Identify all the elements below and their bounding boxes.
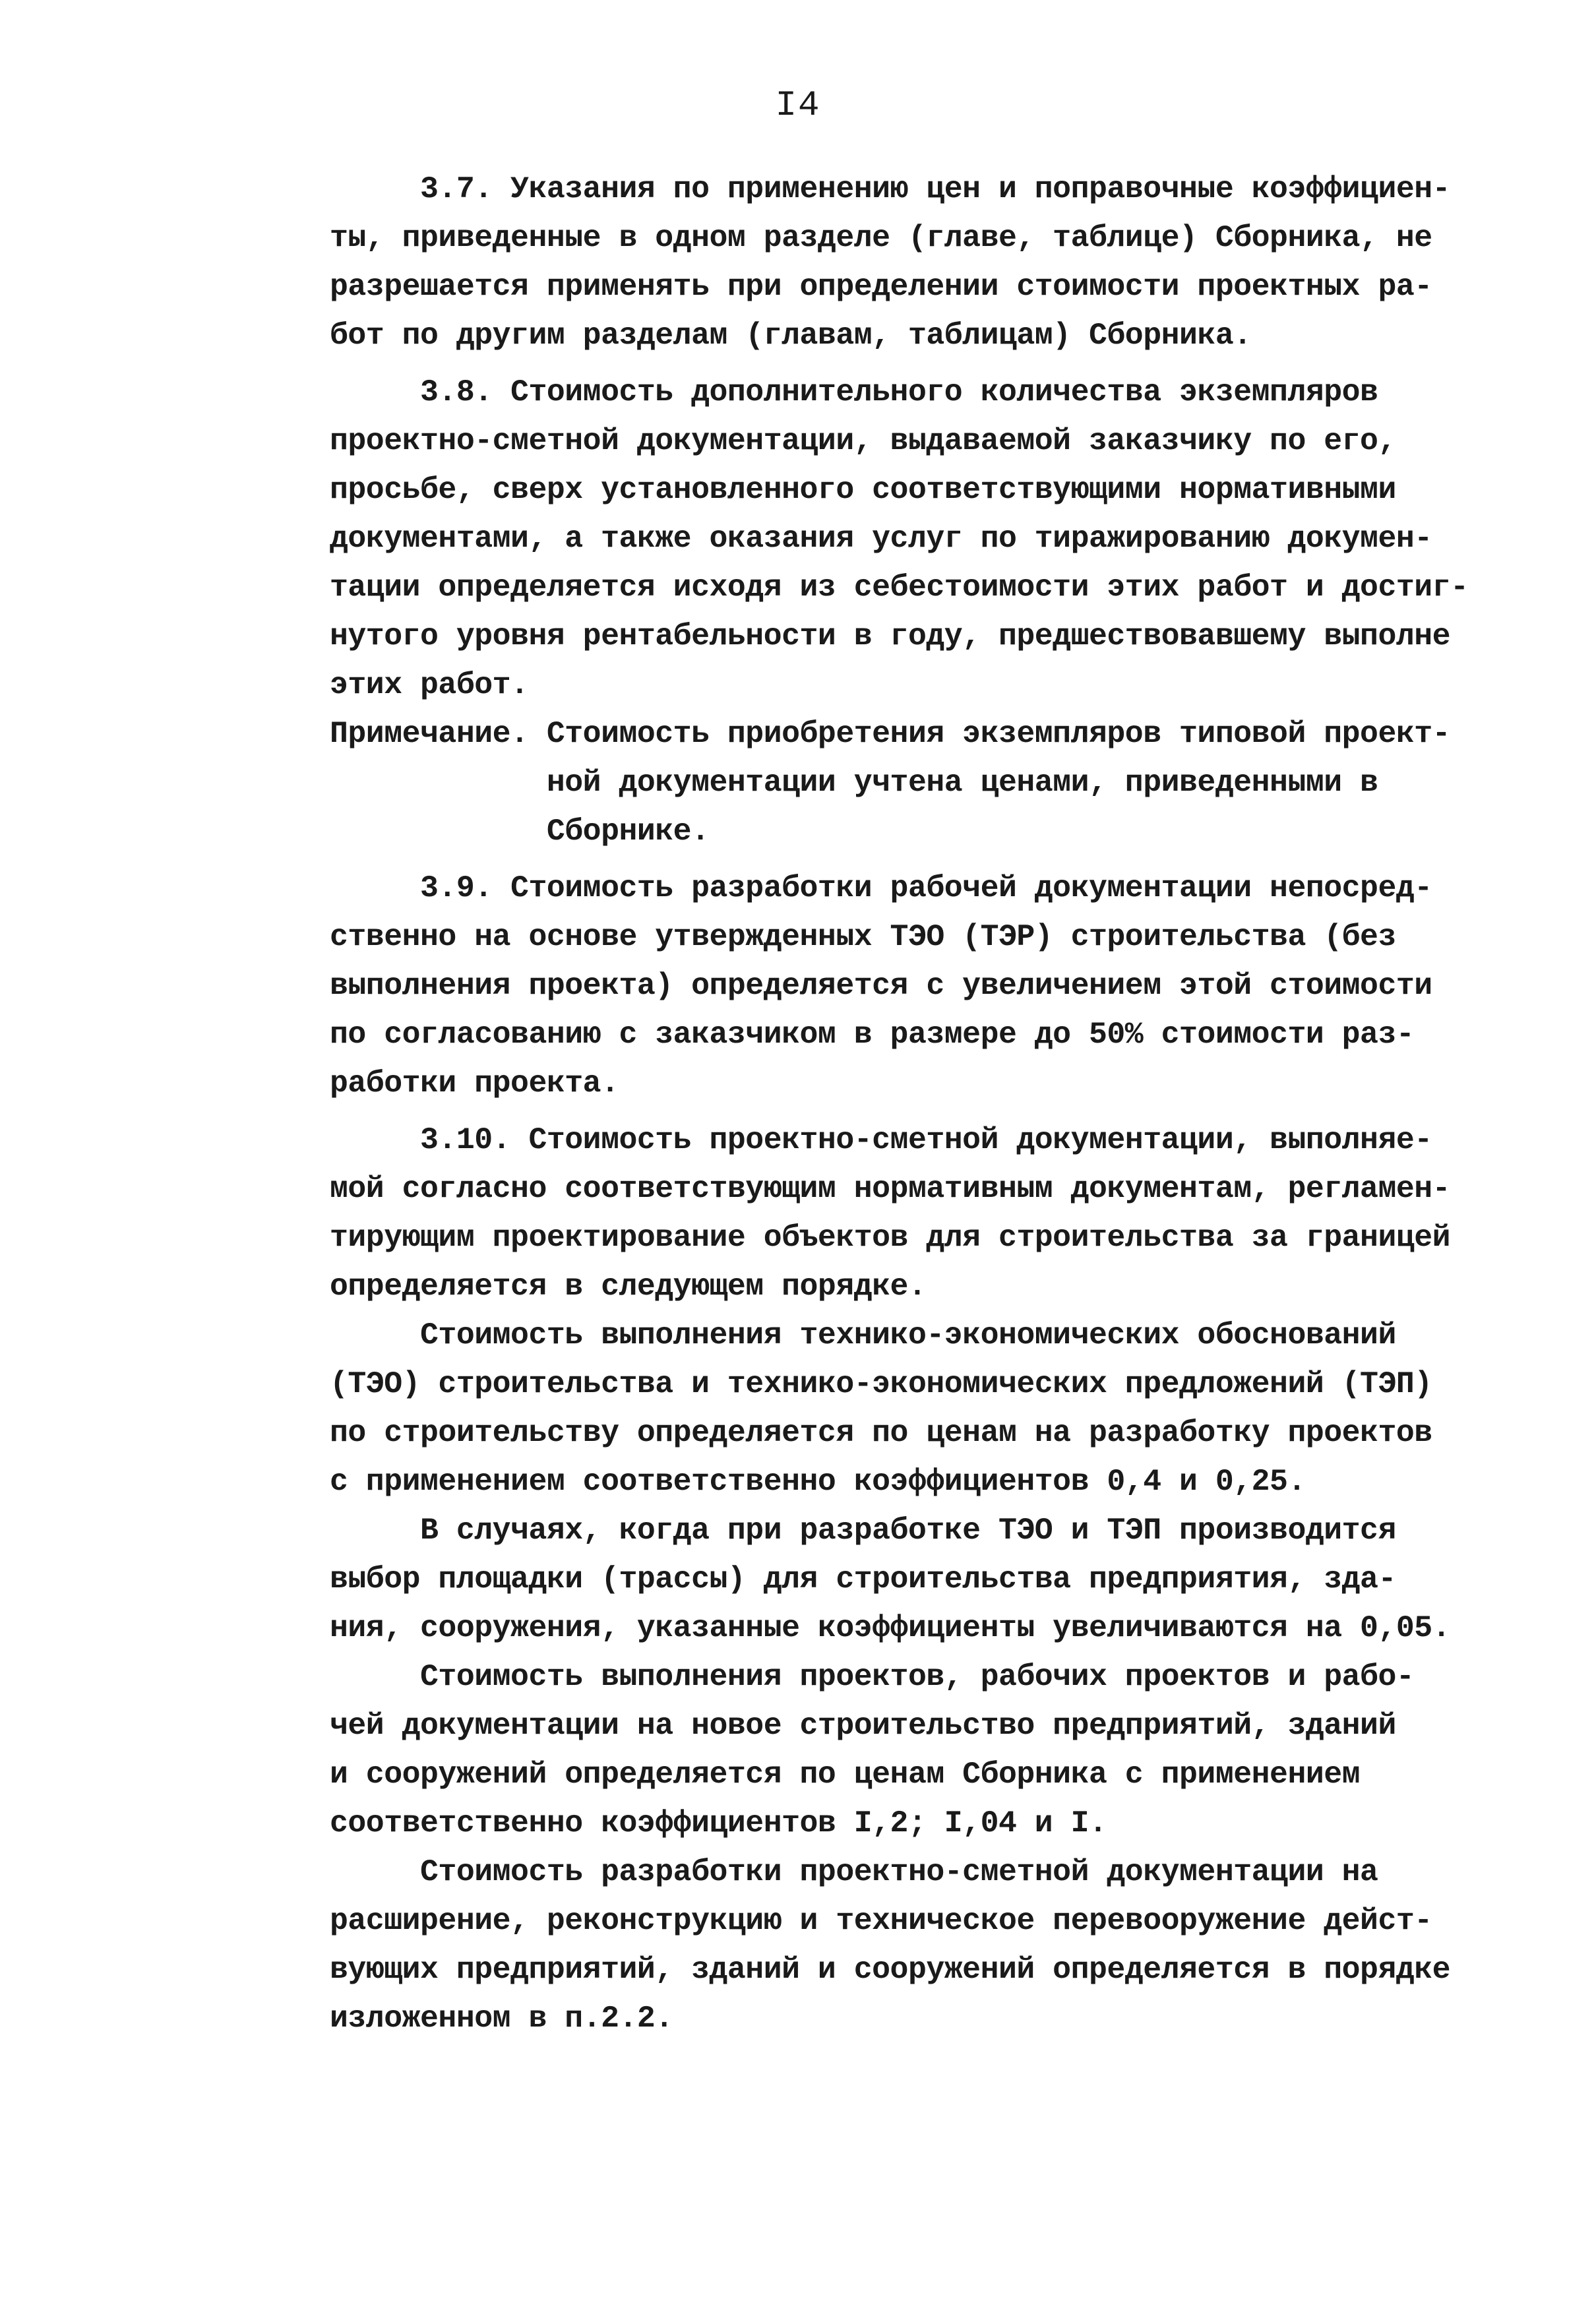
text-line: выбор площадки (трассы) для строительства предприятия, зда- xyxy=(330,1562,1396,1597)
text-line: ты, приведенные в одном разделе (главе, таблице) Сборника, не xyxy=(330,220,1432,255)
text-line: по строительству определяется по ценам на разработку проектов xyxy=(330,1415,1432,1450)
text-line: документами, а также оказания услуг по тиражированию докумен- xyxy=(330,521,1432,556)
text-line: ния, сооружения, указанные коэффициенты увеличиваются на 0,05. xyxy=(330,1610,1451,1645)
text-line: чей документации на новое строительство предприятий, зданий xyxy=(330,1708,1396,1743)
note-line: ной документации учтена ценами, приведенными в xyxy=(330,765,1378,800)
text-line: выполнения проекта) определяется с увеличением этой стоимости xyxy=(330,968,1432,1003)
note-line: Сборнике. xyxy=(330,814,710,849)
text-line: изложенном в п.2.2. xyxy=(330,2001,673,2036)
text-line: ственно на основе утвержденных ТЭО (ТЭР) строительства (без xyxy=(330,919,1396,954)
paragraph-3-10 xyxy=(330,1116,1583,2043)
text-line: просьбе, сверх установленного соответствующими нормативными xyxy=(330,472,1396,507)
text-line: вующих предприятий, зданий и сооружений определяется в порядке xyxy=(330,1952,1451,1987)
text-line: Стоимость выполнения технико-экономических обоснований xyxy=(330,1318,1396,1353)
document-body xyxy=(330,165,1583,2043)
text-line: (ТЭО) строительства и технико-экономических предложений (ТЭП) xyxy=(330,1366,1432,1401)
text-line: расширение, реконструкцию и техническое перевооружение дейст- xyxy=(330,1903,1432,1938)
text-line: этих работ. xyxy=(330,667,529,702)
text-line: 3.8. Стоимость дополнительного количества экземпляров xyxy=(330,375,1378,410)
text-line: по согласованию с заказчиком в размере до 50% стоимости раз- xyxy=(330,1017,1415,1052)
paragraph-3-7 xyxy=(330,165,1583,360)
note-block xyxy=(330,710,1583,856)
text-line: 3.7. Указания по применению цен и поправочные коэффициен- xyxy=(330,171,1451,206)
text-line: бот по другим разделам (главам, таблицам) Сборника. xyxy=(330,318,1252,353)
paragraph-3-9 xyxy=(330,864,1583,1108)
text-line: Стоимость выполнения проектов, рабочих проектов и рабо- xyxy=(330,1659,1415,1694)
text-line: с применением соответственно коэффициентов 0,4 и 0,25. xyxy=(330,1464,1306,1499)
text-line: соответственно коэффициентов I,2; I,04 и I. xyxy=(330,1806,1107,1841)
paragraph-3-8 xyxy=(330,368,1583,710)
text-line: Стоимость разработки проектно-сметной документации на xyxy=(330,1854,1378,1889)
text-line: разрешается применять при определении стоимости проектных ра- xyxy=(330,269,1432,304)
text-line: нутого уровня рентабельности в году, предшествовавшему выполне xyxy=(330,619,1451,654)
page-number: I4 xyxy=(775,86,821,126)
text-line: и сооружений определяется по ценам Сборника с применением xyxy=(330,1757,1361,1792)
text-line: 3.9. Стоимость разработки рабочей документации непосред- xyxy=(330,870,1432,905)
text-line: тирующим проектирование объектов для строительства за границей xyxy=(330,1220,1451,1255)
note-line: Примечание. Стоимость приобретения экземпляров типовой проект- xyxy=(330,716,1451,751)
text-line: тации определяется исходя из себестоимости этих работ и достиг- xyxy=(330,570,1469,605)
text-line: 3.10. Стоимость проектно-сметной документации, выполняе- xyxy=(330,1122,1432,1157)
text-line: определяется в следующем порядке. xyxy=(330,1269,927,1304)
text-line: проектно-сметной документации, выдаваемой заказчику по его, xyxy=(330,423,1396,458)
text-line: работки проекта. xyxy=(330,1066,619,1101)
text-line: мой согласно соответствующим нормативным документам, регламен- xyxy=(330,1171,1451,1206)
text-line: В случаях, когда при разработке ТЭО и ТЭП производится xyxy=(330,1513,1396,1548)
